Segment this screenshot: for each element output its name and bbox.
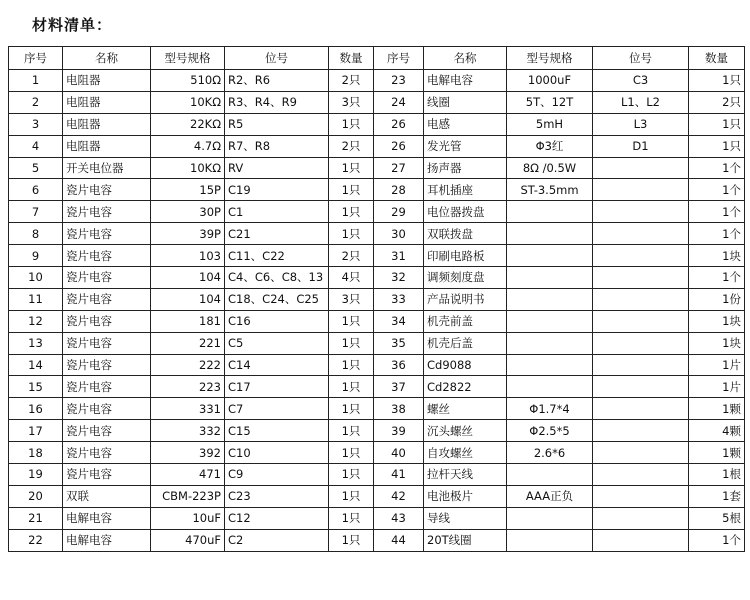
cell-qty: 1只 — [689, 113, 745, 135]
cell-index: 42 — [374, 485, 424, 507]
cell-name: 电解电容 — [63, 529, 151, 551]
cell-index: 26 — [374, 135, 424, 157]
cell-index: 34 — [374, 310, 424, 332]
cell-spec — [507, 288, 593, 310]
cell-index: 9 — [9, 245, 63, 267]
cell-index: 20 — [9, 485, 63, 507]
cell-spec: 223 — [151, 376, 225, 398]
cell-position — [593, 267, 689, 289]
cell-index: 7 — [9, 201, 63, 223]
cell-qty: 1个 — [689, 179, 745, 201]
cell-position — [593, 529, 689, 551]
cell-position: C15 — [225, 420, 329, 442]
cell-qty: 1块 — [689, 245, 745, 267]
cell-spec: 470uF — [151, 529, 225, 551]
cell-name: 螺丝 — [424, 398, 507, 420]
cell-name: 耳机插座 — [424, 179, 507, 201]
cell-spec: 392 — [151, 442, 225, 464]
cell-qty: 1片 — [689, 354, 745, 376]
table-row — [9, 332, 745, 354]
cell-position: C2 — [225, 529, 329, 551]
cell-qty: 1只 — [329, 332, 374, 354]
cell-index: 8 — [9, 223, 63, 245]
cell-name: 20T线圈 — [424, 529, 507, 551]
cell-spec — [507, 310, 593, 332]
cell-qty: 1只 — [329, 157, 374, 179]
cell-position: C1 — [225, 201, 329, 223]
cell-qty: 1份 — [689, 288, 745, 310]
table-row — [9, 201, 745, 223]
cell-position: R2、R6 — [225, 70, 329, 92]
cell-index: 23 — [374, 70, 424, 92]
cell-qty: 1只 — [329, 442, 374, 464]
cell-spec: Φ1.7*4 — [507, 398, 593, 420]
cell-name: 瓷片电容 — [63, 464, 151, 486]
cell-position: C9 — [225, 464, 329, 486]
cell-qty: 1颗 — [689, 442, 745, 464]
cell-spec: 2.6*6 — [507, 442, 593, 464]
cell-qty: 2只 — [329, 135, 374, 157]
table-row — [9, 464, 745, 486]
cell-name: 导线 — [424, 507, 507, 529]
cell-position: C10 — [225, 442, 329, 464]
cell-qty: 2只 — [689, 91, 745, 113]
cell-index: 36 — [374, 354, 424, 376]
cell-index: 30 — [374, 223, 424, 245]
cell-index: 22 — [9, 529, 63, 551]
table-row — [9, 398, 745, 420]
cell-spec: 4.7Ω — [151, 135, 225, 157]
cell-name: 瓷片电容 — [63, 201, 151, 223]
cell-position: C12 — [225, 507, 329, 529]
cell-spec: Φ3红 — [507, 135, 593, 157]
cell-index: 28 — [374, 179, 424, 201]
cell-name: 自攻螺丝 — [424, 442, 507, 464]
cell-position — [593, 201, 689, 223]
cell-name: 扬声器 — [424, 157, 507, 179]
cell-index: 15 — [9, 376, 63, 398]
cell-position: C5 — [225, 332, 329, 354]
cell-name: 电阻器 — [63, 113, 151, 135]
table-row — [9, 529, 745, 551]
cell-position — [593, 507, 689, 529]
cell-name: 双联拨盘 — [424, 223, 507, 245]
cell-index: 33 — [374, 288, 424, 310]
cell-index: 43 — [374, 507, 424, 529]
cell-index: 12 — [9, 310, 63, 332]
table-row — [9, 420, 745, 442]
cell-spec: 39P — [151, 223, 225, 245]
table-row — [9, 288, 745, 310]
cell-name: 瓷片电容 — [63, 420, 151, 442]
cell-qty: 1只 — [689, 70, 745, 92]
cell-spec: CBM-223P — [151, 485, 225, 507]
cell-spec: 510Ω — [151, 70, 225, 92]
cell-name: 开关电位器 — [63, 157, 151, 179]
cell-name: 机壳前盖 — [424, 310, 507, 332]
cell-index: 13 — [9, 332, 63, 354]
cell-spec: ST-3.5mm — [507, 179, 593, 201]
cell-name: 线圈 — [424, 91, 507, 113]
cell-name: 瓷片电容 — [63, 267, 151, 289]
cell-qty: 1块 — [689, 332, 745, 354]
cell-index: 6 — [9, 179, 63, 201]
cell-name: 发光管 — [424, 135, 507, 157]
cell-index: 1 — [9, 70, 63, 92]
cell-position: C21 — [225, 223, 329, 245]
cell-spec: 8Ω /0.5W — [507, 157, 593, 179]
cell-position — [593, 442, 689, 464]
col-header-position-2: 位号 — [593, 47, 689, 70]
cell-spec: 103 — [151, 245, 225, 267]
cell-qty: 1只 — [329, 376, 374, 398]
cell-index: 19 — [9, 464, 63, 486]
cell-spec — [507, 267, 593, 289]
cell-index: 14 — [9, 354, 63, 376]
cell-position — [593, 310, 689, 332]
table-row — [9, 310, 745, 332]
cell-spec: 10uF — [151, 507, 225, 529]
cell-index: 2 — [9, 91, 63, 113]
cell-position — [593, 485, 689, 507]
cell-qty: 1只 — [329, 398, 374, 420]
cell-name: 沉头螺丝 — [424, 420, 507, 442]
cell-position: C4、C6、C8、13 — [225, 267, 329, 289]
cell-qty: 1只 — [689, 135, 745, 157]
cell-index: 29 — [374, 201, 424, 223]
cell-position: C16 — [225, 310, 329, 332]
page-title: 材料清单： — [32, 16, 113, 34]
cell-position — [593, 420, 689, 442]
cell-spec: 5T、12T — [507, 91, 593, 113]
cell-spec — [507, 223, 593, 245]
cell-qty: 1只 — [329, 354, 374, 376]
cell-spec: 331 — [151, 398, 225, 420]
cell-name: 电阻器 — [63, 91, 151, 113]
cell-spec: 1000uF — [507, 70, 593, 92]
cell-index: 40 — [374, 442, 424, 464]
col-header-qty: 数量 — [329, 47, 374, 70]
cell-name: 瓷片电容 — [63, 354, 151, 376]
cell-qty: 2只 — [329, 245, 374, 267]
cell-name: 瓷片电容 — [63, 245, 151, 267]
cell-name: 瓷片电容 — [63, 332, 151, 354]
cell-name: 调频刻度盘 — [424, 267, 507, 289]
cell-qty: 4颗 — [689, 420, 745, 442]
cell-qty: 1个 — [689, 529, 745, 551]
cell-spec: 104 — [151, 288, 225, 310]
table-row — [9, 135, 745, 157]
cell-position — [593, 376, 689, 398]
cell-name: 双联 — [63, 485, 151, 507]
cell-spec — [507, 245, 593, 267]
cell-name: 印刷电路板 — [424, 245, 507, 267]
cell-qty: 1只 — [329, 179, 374, 201]
cell-index: 17 — [9, 420, 63, 442]
cell-spec — [507, 507, 593, 529]
cell-qty: 1只 — [329, 223, 374, 245]
cell-index: 3 — [9, 113, 63, 135]
cell-qty: 2只 — [329, 70, 374, 92]
cell-qty: 1颗 — [689, 398, 745, 420]
cell-name: 电位器拨盘 — [424, 201, 507, 223]
cell-spec — [507, 464, 593, 486]
cell-index: 10 — [9, 267, 63, 289]
cell-name: 拉杆天线 — [424, 464, 507, 486]
cell-position: D1 — [593, 135, 689, 157]
cell-position — [593, 332, 689, 354]
cell-position — [593, 464, 689, 486]
cell-name: 电阻器 — [63, 70, 151, 92]
cell-position: C11、C22 — [225, 245, 329, 267]
cell-index: 16 — [9, 398, 63, 420]
table-row — [9, 376, 745, 398]
cell-spec: 222 — [151, 354, 225, 376]
cell-name: 电池极片 — [424, 485, 507, 507]
cell-position — [593, 223, 689, 245]
cell-qty: 1只 — [329, 420, 374, 442]
cell-spec — [507, 376, 593, 398]
table-row — [9, 113, 745, 135]
cell-qty: 1片 — [689, 376, 745, 398]
cell-index: 38 — [374, 398, 424, 420]
cell-position: R5 — [225, 113, 329, 135]
table-row — [9, 245, 745, 267]
cell-position — [593, 288, 689, 310]
cell-name: 瓷片电容 — [63, 288, 151, 310]
cell-name: Cd9088 — [424, 354, 507, 376]
cell-spec: 10KΩ — [151, 91, 225, 113]
cell-position: C14 — [225, 354, 329, 376]
cell-position: R7、R8 — [225, 135, 329, 157]
cell-spec — [507, 332, 593, 354]
cell-qty: 1只 — [329, 201, 374, 223]
cell-name: 电解电容 — [424, 70, 507, 92]
table-header-row — [9, 47, 745, 70]
cell-spec: 15P — [151, 179, 225, 201]
cell-index: 11 — [9, 288, 63, 310]
cell-name: Cd2822 — [424, 376, 507, 398]
cell-qty: 1个 — [689, 157, 745, 179]
cell-spec: 471 — [151, 464, 225, 486]
cell-index: 27 — [374, 157, 424, 179]
cell-position: C17 — [225, 376, 329, 398]
cell-spec: 221 — [151, 332, 225, 354]
cell-index: 26 — [374, 113, 424, 135]
cell-name: 瓷片电容 — [63, 398, 151, 420]
cell-index: 35 — [374, 332, 424, 354]
cell-qty: 1只 — [329, 507, 374, 529]
table-row — [9, 179, 745, 201]
col-header-name: 名称 — [63, 47, 151, 70]
col-header-qty-2: 数量 — [689, 47, 745, 70]
cell-spec — [507, 354, 593, 376]
table-row — [9, 485, 745, 507]
cell-position — [593, 398, 689, 420]
cell-position: L3 — [593, 113, 689, 135]
cell-qty: 1只 — [329, 464, 374, 486]
cell-index: 5 — [9, 157, 63, 179]
cell-spec: 104 — [151, 267, 225, 289]
cell-qty: 5根 — [689, 507, 745, 529]
cell-qty: 1只 — [329, 485, 374, 507]
cell-index: 44 — [374, 529, 424, 551]
cell-qty: 1只 — [329, 529, 374, 551]
cell-qty: 1个 — [689, 201, 745, 223]
cell-position — [593, 245, 689, 267]
col-header-spec-2: 型号规格 — [507, 47, 593, 70]
cell-index: 4 — [9, 135, 63, 157]
cell-position: RV — [225, 157, 329, 179]
col-header-name-2: 名称 — [424, 47, 507, 70]
cell-position: C7 — [225, 398, 329, 420]
cell-name: 瓷片电容 — [63, 223, 151, 245]
cell-qty: 1只 — [329, 310, 374, 332]
cell-qty: 1只 — [329, 113, 374, 135]
cell-name: 电感 — [424, 113, 507, 135]
cell-spec: 332 — [151, 420, 225, 442]
cell-qty: 1个 — [689, 223, 745, 245]
table-row — [9, 442, 745, 464]
cell-qty: 4只 — [329, 267, 374, 289]
cell-index: 41 — [374, 464, 424, 486]
col-header-index-2: 序号 — [374, 47, 424, 70]
col-header-position: 位号 — [225, 47, 329, 70]
table-row — [9, 507, 745, 529]
cell-position: C18、C24、C25 — [225, 288, 329, 310]
cell-spec: 30P — [151, 201, 225, 223]
cell-position: L1、L2 — [593, 91, 689, 113]
cell-spec — [507, 201, 593, 223]
cell-spec: 22KΩ — [151, 113, 225, 135]
table-body — [9, 70, 745, 552]
cell-qty: 3只 — [329, 91, 374, 113]
cell-index: 21 — [9, 507, 63, 529]
cell-index: 32 — [374, 267, 424, 289]
cell-index: 31 — [374, 245, 424, 267]
cell-name: 电阻器 — [63, 135, 151, 157]
cell-qty: 1根 — [689, 464, 745, 486]
table-row — [9, 267, 745, 289]
cell-spec — [507, 529, 593, 551]
cell-position: C19 — [225, 179, 329, 201]
cell-spec: 5mH — [507, 113, 593, 135]
cell-index: 37 — [374, 376, 424, 398]
cell-qty: 1个 — [689, 267, 745, 289]
cell-spec: 10KΩ — [151, 157, 225, 179]
cell-name: 机壳后盖 — [424, 332, 507, 354]
table-row — [9, 157, 745, 179]
cell-index: 18 — [9, 442, 63, 464]
table-row — [9, 70, 745, 92]
table-row — [9, 91, 745, 113]
cell-qty: 3只 — [329, 288, 374, 310]
cell-position — [593, 354, 689, 376]
cell-name: 瓷片电容 — [63, 310, 151, 332]
cell-position: C23 — [225, 485, 329, 507]
cell-name: 瓷片电容 — [63, 179, 151, 201]
cell-position: R3、R4、R9 — [225, 91, 329, 113]
cell-index: 24 — [374, 91, 424, 113]
cell-spec: 181 — [151, 310, 225, 332]
cell-name: 电解电容 — [63, 507, 151, 529]
cell-position — [593, 179, 689, 201]
table-row — [9, 223, 745, 245]
col-header-spec: 型号规格 — [151, 47, 225, 70]
cell-spec: Φ2.5*5 — [507, 420, 593, 442]
col-header-index: 序号 — [9, 47, 63, 70]
materials-table — [8, 46, 745, 552]
cell-qty: 1套 — [689, 485, 745, 507]
cell-spec: AAA正负 — [507, 485, 593, 507]
cell-name: 瓷片电容 — [63, 376, 151, 398]
cell-position — [593, 157, 689, 179]
cell-name: 产品说明书 — [424, 288, 507, 310]
cell-position: C3 — [593, 70, 689, 92]
cell-index: 39 — [374, 420, 424, 442]
cell-qty: 1块 — [689, 310, 745, 332]
table-row — [9, 354, 745, 376]
cell-name: 瓷片电容 — [63, 442, 151, 464]
